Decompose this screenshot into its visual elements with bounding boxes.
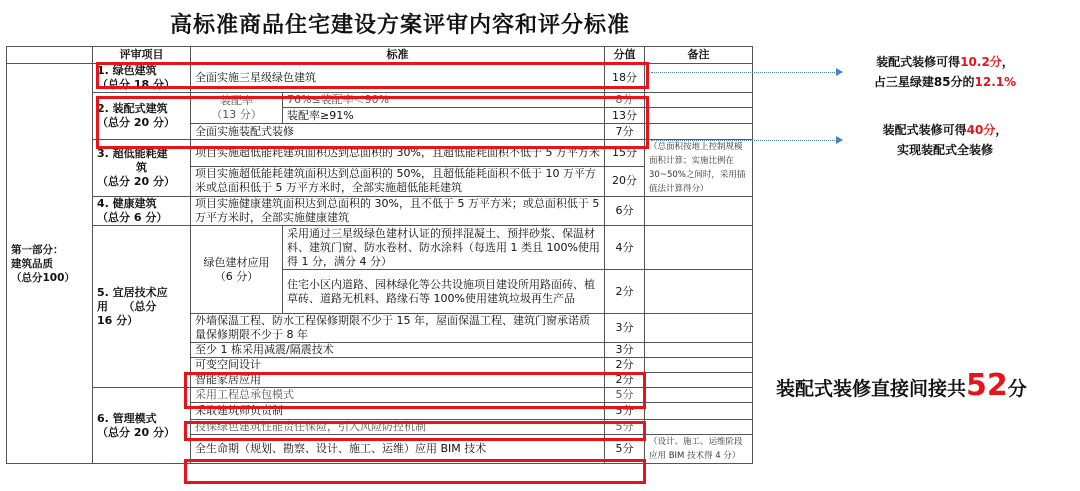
- standard-cell: 采取建筑师负责制: [191, 403, 605, 420]
- highlight-bim-row: [184, 459, 646, 484]
- score-cell: 2分: [605, 358, 645, 373]
- standard-cell: 全面实施装配式装修: [191, 124, 605, 140]
- header-note: 备注: [645, 47, 753, 64]
- score-cell: 18分: [605, 64, 645, 93]
- item-livable: 5. 宜居技术应 用 （总分 16 分）: [93, 226, 191, 388]
- standard-cell: 智能家居应用: [191, 373, 605, 388]
- arrow-head-1: [836, 68, 843, 76]
- note-cell: （设计、施工、运维阶段应用 BIM 技术得 4 分）: [645, 435, 753, 464]
- sub-label: 装配率 （13 分）: [191, 93, 283, 124]
- score-cell: 5分: [605, 420, 645, 435]
- sub-label: 绿色建材应用 （6 分）: [191, 226, 283, 314]
- item-prefab: 2. 装配式建筑 （总分 20 分）: [93, 93, 191, 140]
- item-green: 1. 绿色建筑 （总分 18 分）: [93, 64, 191, 93]
- highlight-prefab-row: [96, 96, 649, 149]
- score-cell: 7分: [605, 124, 645, 140]
- part-cell: 第一部分： 建筑品质 （总分100）: [7, 64, 93, 464]
- standard-cell: 全面实施三星级绿色建筑: [191, 64, 605, 93]
- page-title: 高标准商品住宅建设方案评审内容和评分标准: [169, 13, 630, 38]
- score-cell: 15分: [605, 140, 645, 167]
- standard-cell: 全生命期（规划、勘察、设计、施工、运维）应用 BIM 技术: [191, 435, 605, 464]
- summary-text: 装配式装修直接间接共52分: [776, 368, 1027, 403]
- arrow-head-2: [836, 136, 843, 144]
- highlight-architect-row: [184, 421, 646, 441]
- standard-cell: 至少 1 栋采用减震/隔震技术: [191, 343, 605, 358]
- standard-cell: 外墙保温工程、防水工程保修期限不少于 15 年，屋面保温工程、建筑门窗承诺质量保修期限不少于 8 年: [191, 314, 605, 343]
- highlight-livable-rows: [184, 372, 646, 409]
- note-cell: （总面积按地上控制规模面积计算；实施比例在 30~50%之间时，采用插值法计算得分）: [645, 140, 753, 197]
- score-cell: 8分: [605, 93, 645, 108]
- header-score: 分值: [605, 47, 645, 64]
- arrow-line-2: [651, 140, 837, 141]
- standard-cell: 项目实施超低能耗建筑面积达到总面积的 50%，且超低能耗面积不低于 10 万平方米或总面积低于 5 万平方米时，全部实施超低能耗建筑: [191, 166, 605, 196]
- score-cell: 2分: [605, 270, 645, 314]
- table-row: [7, 197, 753, 226]
- table-row: [7, 226, 753, 270]
- score-cell: 5分: [605, 435, 645, 464]
- item-ultra: 3. 超低能耗建 筑 （总分 20 分）: [93, 140, 191, 197]
- score-cell: 2分: [605, 373, 645, 388]
- standard-cell: 住宅小区内道路、园林绿化等公共设施项目建设所用路面砖、植草砖、道路无机料、路缘石等 100%使用建筑垃圾再生产品: [283, 270, 605, 314]
- score-cell: 13分: [605, 108, 645, 124]
- standard-cell: 项目实施健康建筑面积达到总面积的 30%，且不低于 5 万平方米；或总面积低于 5 万平方米时，全部实施健康建筑: [191, 197, 605, 226]
- standard-cell: 76%≤装配率＜90%: [283, 93, 605, 108]
- standard-cell: 装配率≥91%: [283, 108, 605, 124]
- highlight-green-row: [96, 62, 649, 89]
- score-cell: 5分: [605, 388, 645, 403]
- callout-1: 装配式装修可得10.2分， 占三星绿建85分的12.1%: [873, 55, 1017, 89]
- score-cell: 3分: [605, 314, 645, 343]
- score-cell: 20分: [605, 166, 645, 196]
- score-cell: 6分: [605, 197, 645, 226]
- standard-cell: 采用通过三星级绿色建材认证的预拌混凝土、预拌砂浆、保温材料、建筑门窗、防水卷材、防水涂料（每选用 1 类且 100%使用得 1 分，满分 4 分）: [283, 226, 605, 270]
- score-cell: 4分: [605, 226, 645, 270]
- header-standard: 标准: [191, 47, 605, 64]
- standard-cell: 项目实施超低能耗建筑面积达到总面积的 30%，且超低能耗面积不低于 5 万平方米: [191, 140, 605, 167]
- score-cell: 3分: [605, 343, 645, 358]
- item-health: 4. 健康建筑 （总分 6 分）: [93, 197, 191, 226]
- table-header: [7, 47, 753, 64]
- standard-cell: 投保绿色建筑性能责任保险，引入风险防控机制: [191, 420, 605, 435]
- arrow-line-1: [651, 72, 837, 73]
- item-manage: 6. 管理模式 （总分 20 分）: [93, 388, 191, 464]
- standard-cell: 采用工程总承包模式: [191, 388, 605, 403]
- score-cell: 5分: [605, 403, 645, 420]
- standard-cell: 可变空间设计: [191, 358, 605, 373]
- header-item: 评审项目: [93, 47, 191, 64]
- callout-2: 装配式装修可得40分， 实现装配式全装修: [882, 123, 1008, 157]
